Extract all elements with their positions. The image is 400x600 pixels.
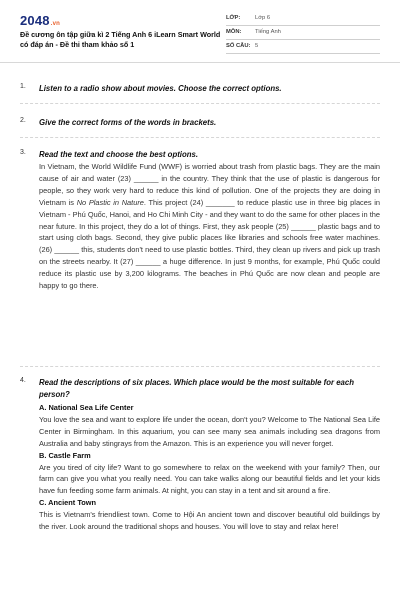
section-b-text: Are you tired of city life? Want to go somewhere to relax on the weekend with your family? Then, our farm can give you what you really need. You can take walks along our beautiful fields and let your kids have fun feeding some farm animals. At night, you can stay in a tent and sit around a fire. [39,462,380,496]
meta-count-label: SỐ CÂU: [226,43,251,49]
question-divider [20,137,380,138]
logo-domain: .vn [50,21,61,27]
question-number: 3. [20,149,26,156]
question-prompt: Give the correct forms of the words in brackets. [39,118,217,127]
meta-subject-row [226,25,380,40]
meta-class-label: LỚP: [226,15,241,21]
question-number: 1. [20,83,26,90]
section-b-title: B. Castle Farm [39,450,91,460]
question-prompt: Read the text and choose the best options. [39,150,198,159]
question-prompt: Listen to a radio show about movies. Choose the correct options. [39,84,282,93]
passage-text-part2: . This project (24) _______ to reduce plastic use in three big places in Vietnam - Phú Quốc, Hanoi, and Ho Chi Minh City - and they want to do the same for other places in the near future. In this project, they do a lot of things. First, they ask people (25) ______ plastic bags and to start using cloth bags. Second, they give public places like libraries and schools free water machines. (26) ______ this, students don't need to use plastic bottles. Third, they clean up rivers and pick up trash on the streets nearby. It (27) ______ a huge difference. In just 9 months, for example, Phú Quốc could reduce its plastic use by 3,200 kilograms. The beaches in Phú Quốc are now clean and people are happy to go there. [39,197,380,291]
meta-subject-label: MÔN: [226,29,242,35]
project-name: No Plastic in Nature [76,197,144,207]
section-c-text: This is Vietnam's friendliest town. Come to Hội An ancient town and discover beautiful old buildings by the river. Look around the traditional shops and houses. You will love to stay and relax here! [39,510,380,532]
question-number: 4. [20,377,26,384]
question-divider [20,103,380,104]
section-a-text: You love the sea and want to explore life under the ocean, don't you? Welcome to The National Sea Life Center in Birmingham. In this aquarium, you can see many sea animals including sea dragons from Australia and baby stingrays from the Amazon. This is an experience you will never forget. [39,414,380,448]
q4-passage [39,402,380,533]
section-c-title: C. Ancient Town [39,498,97,508]
document-title: Đề cương ôn tập giữa kì 2 Tiếng Anh 6 iLearn Smart World có đáp án - Đề thi tham khảo số 1 [20,30,221,49]
site-logo[interactable] [20,13,60,28]
page-header [0,0,400,63]
section-a-title: A. National Sea Life Center [39,403,134,412]
meta-count-row [226,39,380,54]
meta-count-value: 5 [255,43,259,49]
q3-passage [39,161,380,292]
question-number: 2. [20,117,26,124]
question-divider [20,366,380,367]
meta-class-row [226,11,380,26]
meta-class-value: Lớp 6 [255,15,271,21]
meta-subject-value: Tiếng Anh [255,29,281,35]
logo-text: 2048 [20,13,50,28]
passage-text-part1: In Vietnam, the World Wildlife Fund (WWF) is worried about trash from plastic bags. They are the main cause of air and water (23) ______ in the country. They think that the use of plastic is dangerous for people, so they work very hard to reduce this kind of pollution. One of the projects they are doing in Vietnam is [39,162,380,207]
question-prompt: Read the descriptions of six places. Which place would be the most suitable for each person? [39,378,354,399]
